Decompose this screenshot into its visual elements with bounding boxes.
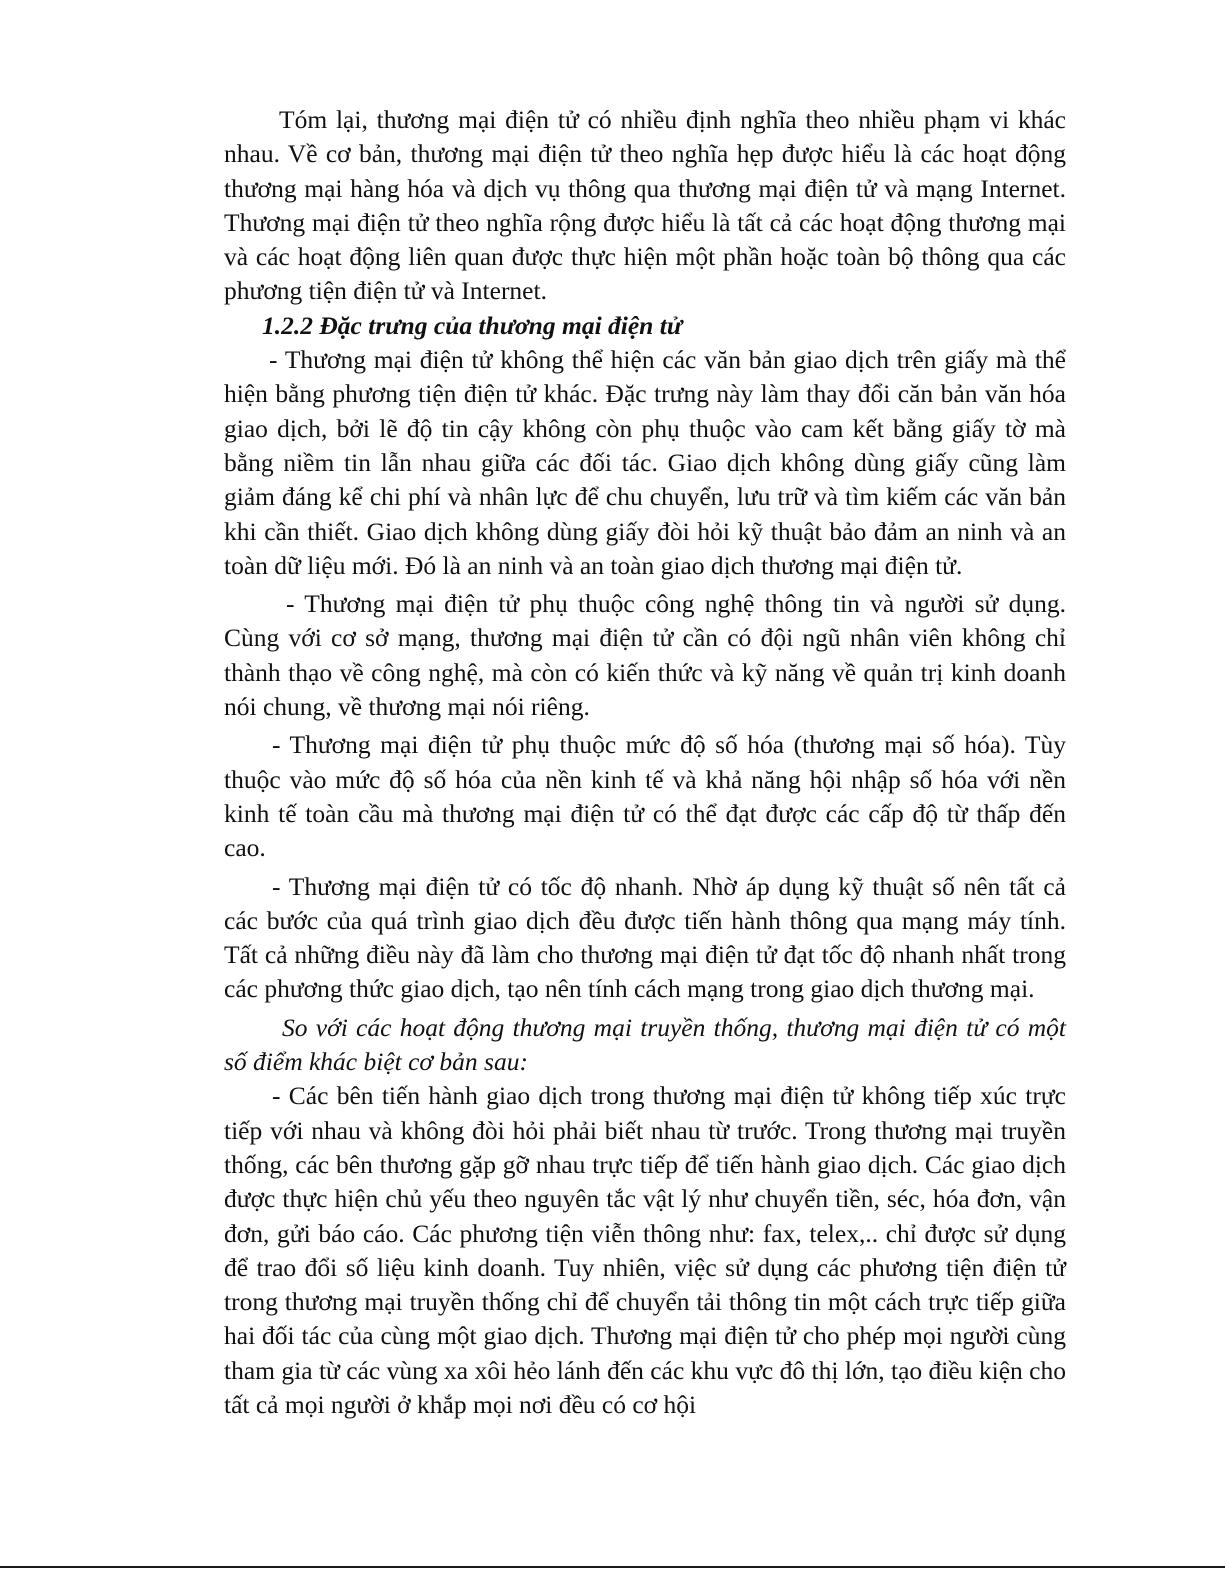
paragraph-feature-technology: - Thương mại điện tử phụ thuộc công nghệ thông tin và người sử dụng. Cùng với cơ sở mạng, thương mại điện tử cần có đội ngũ nhân viên không chỉ thành thạo về công nghệ, mà còn có kiến thức và kỹ năng về quản trị kinh doanh nói chung, về thương mại nói riêng. [224,589,1066,722]
paragraph-feature-paperless: - Thương mại điện tử không thể hiện các văn bản giao dịch trên giấy mà thể hiện bằng phương tiện điện tử khác. Đặc trưng này làm thay đổi căn bản văn hóa giao dịch, bởi lẽ độ tin cậy không còn phụ thuộc vào cam kết bằng giấy tờ mà bằng niềm tin lẫn nhau giữa các đối tác. Giao dịch không dùng giấy cũng làm giảm đáng kể chi phí và nhân lực để chu chuyển, lưu trữ và tìm kiếm các văn bản khi cần thiết. Giao dịch không dùng giấy đòi hỏi kỹ thuật bảo đảm an ninh và an toàn dữ liệu mới. Đó là an ninh và an toàn giao dịch thương mại điện tử. [224,345,1066,580]
footer-rule [0,1566,1225,1568]
paragraph-comparison-intro: So với các hoạt động thương mại truyền thống, thương mại điện tử có một số điểm khác biệt cơ bản sau: [224,1012,1066,1077]
paragraph-difference-contact: - Các bên tiến hành giao dịch trong thương mại điện tử không tiếp xúc trực tiếp với nhau và không đòi hỏi phải biết nhau từ trước. Trong thương mại truyền thống, các bên thương gặp gỡ nhau trực tiếp để tiến hành giao dịch. Các giao dịch được thực hiện chủ yếu theo nguyên tắc vật lý như chuyển tiền, séc, hóa đơn, vận đơn, gửi báo cáo. Các phương tiện viễn thông như: fax, telex,.. chỉ được sử dụng để trao đổi số liệu kinh doanh. Tuy nhiên, việc sử dụng các phương tiện điện tử trong thương mại truyền thống chỉ để chuyển tải thông tin một cách trực tiếp giữa hai đối tác của cùng một giao dịch. Thương mại điện tử cho phép mọi người cùng tham gia từ các vùng xa xôi hẻo lánh đến các khu vực đô thị lớn, tạo điều kiện cho tất cả mọi người ở khắp mọi nơi đều có cơ hội [224,1081,1066,1419]
paragraph-summary: Tóm lại, thương mại điện tử có nhiều định nghĩa theo nhiều phạm vi khác nhau. Về cơ bản, thương mại điện tử theo nghĩa hẹp được hiểu là các hoạt động thương mại hàng hóa và dịch vụ thông qua thương mại điện tử và mạng Internet. Thương mại điện tử theo nghĩa rộng được hiểu là tất cả các hoạt động thương mại và các hoạt động liên quan được thực hiện một phần hoặc toàn bộ thông qua các phương tiện điện tử và Internet. [224,105,1066,306]
paragraph-feature-speed: - Thương mại điện tử có tốc độ nhanh. Nhờ áp dụng kỹ thuật số nên tất cả các bước của quá trình giao dịch đều được tiến hành thông qua mạng máy tính. Tất cả những điều này đã làm cho thương mại điện tử đạt tốc độ nhanh nhất trong các phương thức giao dịch, tạo nên tính cách mạng trong giao dịch thương mại. [224,871,1066,1004]
section-heading: 1.2.2 Đặc trưng của thương mại điện tử [262,310,683,340]
paragraph-feature-digitization: - Thương mại điện tử phụ thuộc mức độ số hóa (thương mại số hóa). Tùy thuộc vào mức độ số hóa của nền kinh tế và khả năng hội nhập số hóa với nền kinh tế toàn cầu mà thương mại điện tử có thể đạt được các cấp độ từ thấp đến cao. [224,730,1066,863]
document-body [224,103,1066,1422]
